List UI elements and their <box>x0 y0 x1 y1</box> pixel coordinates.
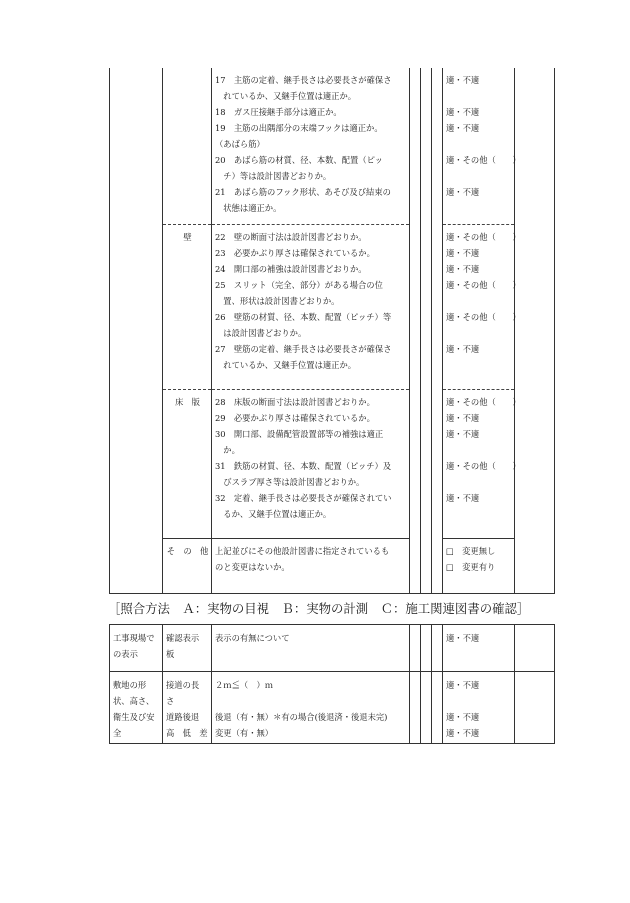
section-continued-items <box>212 68 409 224</box>
result-26: 適・その他（ ） <box>446 312 521 322</box>
check-item-26-line1: 26 壁筋の材質、径、本数、配置（ピッチ）等 <box>215 312 392 322</box>
check-item-30-line1: 30 開口部、設備配管設置部等の補強は適正 <box>215 429 384 439</box>
result-32: 適・不適 <box>446 493 480 503</box>
check-item-26-line2: は設計図書どおりか。 <box>215 328 307 338</box>
result-21: 適・不適 <box>446 187 480 197</box>
check-item-25-line1: 25 スリット（完全、部分）がある場合の位 <box>215 280 383 290</box>
other-question-line1: 上記並びにその他設計図書に指定されているも <box>215 546 390 556</box>
section-wall-items <box>212 224 409 389</box>
subcategory-floor-slab: 床 版 <box>163 389 211 538</box>
row-site-shape-sublabels <box>163 672 212 744</box>
method-column-a <box>410 68 421 594</box>
result-frontage-length: 適・不適 <box>446 680 480 690</box>
check-item-19-line2: （あばら筋） <box>215 139 265 149</box>
section-floor-items <box>212 389 409 538</box>
check-item-21-line1: 21 あばら筋のフック形状、あそび及び結束の <box>215 187 391 197</box>
check-item-20-line2: チ）等は設計図書どおりか。 <box>215 171 332 181</box>
check-item-19-line1: 19 主筋の出隅部分の末端フックは適正か。 <box>215 123 383 133</box>
result-25: 適・その他（ ） <box>446 280 521 290</box>
check-item-27-line2: れているか、又継手位置は適正か。 <box>215 360 357 370</box>
check-item-29: 29 必要かぶり厚さは確保されているか。 <box>215 413 375 423</box>
subcategory-wall: 壁 <box>163 224 211 389</box>
result-22: 適・その他（ ） <box>446 232 521 242</box>
subcategory-other: そ の 他 <box>163 538 211 593</box>
category-column-blank <box>110 68 163 594</box>
check-item-17-line2: れているか、又継手位置は適正か。 <box>215 91 357 101</box>
check-item-20-line1: 20 あばら筋の材質、径、本数、配置（ピッ <box>215 155 383 165</box>
check-item-22: 22 壁の断面寸法は設計図書どおりか。 <box>215 232 367 242</box>
site-shape-label-line1: 敷地の形 <box>113 680 147 690</box>
row-site-display-sublabel <box>163 625 212 672</box>
result-17: 適・不適 <box>446 75 480 85</box>
site-shape-label-line3: 衛生及び安 <box>113 712 155 722</box>
site-display-label-line1: 工事現場で <box>113 633 155 643</box>
row-site-display-label <box>110 625 163 672</box>
row-site-shape-label <box>110 672 163 744</box>
result-18: 適・不適 <box>446 107 480 117</box>
confirmation-board-line2: 板 <box>166 649 175 659</box>
display-presence-question: 表示の有無について <box>215 633 290 643</box>
check-item-17-line1: 17 主筋の定着、継手長さは必要長さが確保さ <box>215 75 392 85</box>
result-27: 適・不適 <box>446 344 480 354</box>
check-item-30-line2: か。 <box>215 445 240 455</box>
result-31: 適・その他（ ） <box>446 461 521 471</box>
method-column-c <box>432 68 443 594</box>
check-item-24: 24 開口部の補強は設計図書どおりか。 <box>215 264 367 274</box>
result-site-display: 適・不適 <box>446 633 480 643</box>
check-item-25-line2: 置、形状は設計図書どおりか。 <box>215 296 340 306</box>
check-item-31-line2: びスラブ厚さ等は設計図書どおりか。 <box>215 477 365 487</box>
method-column-b <box>421 68 432 594</box>
result-28: 適・その他（ ） <box>446 397 521 407</box>
checkbox-changed[interactable]: □ 変更有り <box>446 562 496 572</box>
result-20: 適・その他（ ） <box>446 155 521 165</box>
row-site-shape-details <box>212 672 410 744</box>
check-item-27-line1: 27 壁筋の定着、継手長さは必要長さが確保さ <box>215 344 392 354</box>
checkbox-no-change[interactable]: □ 変更無し <box>446 546 496 556</box>
result-24: 適・不適 <box>446 264 480 274</box>
height-difference-field[interactable]: 変更（有・無） <box>215 728 274 738</box>
other-question-line2: のと変更はないか。 <box>215 562 290 572</box>
height-difference-label: 高 低 差 <box>166 728 208 738</box>
result-column <box>443 68 521 594</box>
row-site-display-result <box>443 625 515 672</box>
result-23: 適・不適 <box>446 248 480 258</box>
result-30: 適・不適 <box>446 429 480 439</box>
remarks-column <box>515 68 555 594</box>
check-item-31-line1: 31 鉄筋の材質、径、本数、配置（ピッチ）及 <box>215 461 392 471</box>
result-height-difference: 適・不適 <box>446 728 480 738</box>
check-item-32-line1: 32 定着、継手長さは必要長さが確保されてい <box>215 493 392 503</box>
check-item-32-line2: るか、又継手位置は適正か。 <box>215 509 332 519</box>
road-setback-label: 道路後退 <box>166 712 200 722</box>
frontage-length-field[interactable]: ２ｍ≦（ ）ｍ <box>215 680 274 690</box>
inspection-checklist-table <box>109 68 555 594</box>
check-item-18: 18 ガス圧接継手部分は適正か。 <box>215 107 342 117</box>
check-item-23: 23 必要かぶり厚さは確保されているか。 <box>215 248 375 258</box>
subcategory-column <box>163 68 212 594</box>
site-display-table <box>109 624 555 744</box>
row-site-shape-results <box>443 672 515 744</box>
check-item-28: 28 床版の断面寸法は設計図書どおりか。 <box>215 397 375 407</box>
site-shape-label-line4: 全 <box>113 728 122 738</box>
road-setback-field[interactable]: 後退（有・無）＊有の場合(後退済・後退未完) <box>215 712 388 722</box>
site-shape-label-line2: 状、高さ、 <box>113 696 155 706</box>
result-19: 適・不適 <box>446 123 480 133</box>
site-display-label-line2: の表示 <box>113 649 138 659</box>
item-column <box>212 68 410 594</box>
frontage-length-label-line2: さ <box>166 696 175 706</box>
row-site-display-question <box>212 625 410 672</box>
result-29: 適・不適 <box>446 413 480 423</box>
confirmation-board-line1: 確認表示 <box>166 633 200 643</box>
frontage-length-label-line1: 接道の長 <box>166 680 200 690</box>
check-item-21-line2: 状態は適正か。 <box>215 203 282 213</box>
section-other-items <box>212 538 409 593</box>
result-road-setback: 適・不適 <box>446 712 480 722</box>
verification-method-legend: ［照合方法 Ａ：実物の目視 Ｂ：実物の計測 Ｃ：施工関連図書の確認］ <box>108 601 530 616</box>
